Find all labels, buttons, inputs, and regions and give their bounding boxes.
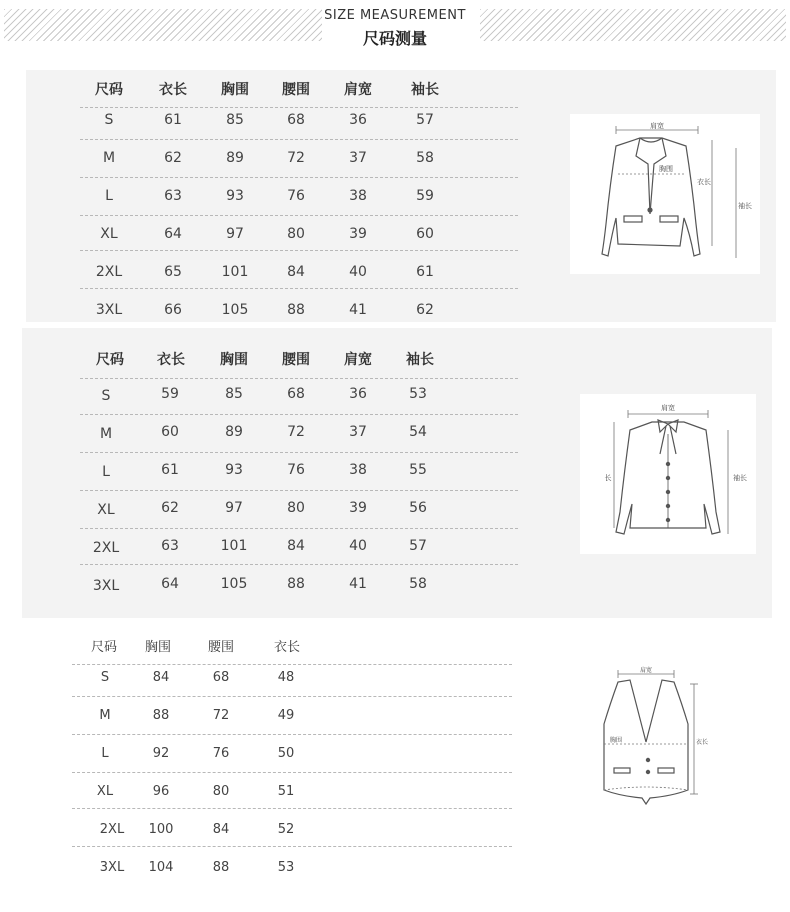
value-cell: 66 [164, 302, 182, 318]
row-divider [72, 734, 512, 735]
size-cell: M [99, 708, 111, 723]
value-cell: 76 [287, 462, 305, 478]
page-title-cn: 尺码测量 [362, 29, 427, 48]
value-cell: 85 [225, 386, 243, 402]
row-divider [72, 808, 512, 809]
value-cell: 40 [349, 538, 367, 554]
value-cell: 37 [349, 424, 367, 440]
jacket-size-panel [26, 70, 776, 322]
value-cell: 84 [287, 264, 305, 280]
jacket-length-label: 衣长 [697, 178, 711, 186]
value-cell: 49 [277, 708, 295, 723]
value-cell: 84 [287, 538, 305, 554]
size-cell: S [100, 670, 110, 685]
size-cell: M [102, 150, 116, 166]
value-cell: 60 [161, 424, 179, 440]
value-cell: 53 [277, 860, 295, 875]
value-cell: 96 [152, 784, 170, 799]
value-cell: 55 [409, 462, 427, 478]
size-cell: L [105, 188, 113, 204]
size-cell: XL [97, 502, 115, 518]
column-header: 胸围 [220, 352, 248, 368]
value-cell: 63 [164, 188, 182, 204]
value-cell: 59 [416, 188, 434, 204]
value-cell: 48 [277, 670, 295, 685]
value-cell: 72 [287, 150, 305, 166]
column-header: 腰围 [282, 82, 310, 98]
column-header: 衣长 [159, 82, 187, 98]
value-cell: 92 [152, 746, 170, 761]
vest-size-panel [0, 624, 790, 912]
row-divider [80, 564, 518, 565]
row-divider [72, 664, 512, 665]
vest-chest-label: 胸围 [609, 737, 623, 744]
row-divider [80, 414, 518, 415]
value-cell: 41 [349, 576, 367, 592]
shirt-length-label: 长 [604, 474, 612, 482]
value-cell: 60 [416, 226, 434, 242]
size-cell: L [102, 464, 110, 480]
value-cell: 88 [287, 302, 305, 318]
column-header: 胸围 [144, 640, 171, 655]
value-cell: 50 [277, 746, 295, 761]
value-cell: 39 [349, 226, 367, 242]
vest-illustration [590, 664, 720, 814]
value-cell: 76 [212, 746, 230, 761]
row-divider [80, 378, 518, 379]
value-cell: 68 [212, 670, 230, 685]
row-divider [80, 490, 518, 491]
value-cell: 56 [409, 500, 427, 516]
row-divider [80, 177, 518, 178]
size-cell: XL [96, 784, 114, 799]
shirt-sleeve-label: 袖长 [733, 474, 747, 482]
row-divider [80, 250, 518, 251]
shirt-size-panel [22, 328, 772, 618]
column-header: 胸围 [221, 82, 249, 98]
value-cell: 88 [287, 576, 305, 592]
value-cell: 93 [226, 188, 244, 204]
value-cell: 85 [226, 112, 244, 128]
value-cell: 76 [287, 188, 305, 204]
jacket-chest-label: 胸围 [659, 165, 673, 173]
row-divider [72, 846, 512, 847]
value-cell: 40 [349, 264, 367, 280]
value-cell: 64 [161, 576, 179, 592]
value-cell: 105 [221, 302, 249, 318]
row-divider [72, 772, 512, 773]
size-cell: 3XL [99, 860, 125, 875]
blouse-illustration [580, 394, 756, 554]
value-cell: 88 [152, 708, 170, 723]
value-cell: 39 [349, 500, 367, 516]
value-cell: 101 [220, 538, 248, 554]
value-cell: 84 [212, 822, 230, 837]
value-cell: 61 [164, 112, 182, 128]
size-cell: 3XL [92, 578, 120, 594]
value-cell: 58 [416, 150, 434, 166]
value-cell: 57 [409, 538, 427, 554]
value-cell: 58 [409, 576, 427, 592]
column-header: 衣长 [157, 352, 185, 368]
value-cell: 61 [161, 462, 179, 478]
value-cell: 84 [152, 670, 170, 685]
value-cell: 54 [409, 424, 427, 440]
column-header: 腰围 [207, 640, 234, 655]
value-cell: 62 [416, 302, 434, 318]
column-header: 肩宽 [344, 352, 372, 368]
jacket-illustration [570, 114, 760, 274]
size-cell: S [101, 388, 111, 404]
value-cell: 72 [212, 708, 230, 723]
row-divider [72, 696, 512, 697]
value-cell: 65 [164, 264, 182, 280]
row-divider [80, 288, 518, 289]
value-cell: 57 [416, 112, 434, 128]
size-cell: 2XL [95, 264, 123, 280]
value-cell: 105 [220, 576, 248, 592]
column-header: 尺码 [90, 640, 117, 655]
value-cell: 97 [225, 500, 243, 516]
value-cell: 97 [226, 226, 244, 242]
value-cell: 36 [349, 112, 367, 128]
column-header: 腰围 [282, 352, 310, 368]
value-cell: 89 [226, 150, 244, 166]
vest-shoulder-label: 肩宽 [639, 667, 653, 674]
value-cell: 68 [287, 386, 305, 402]
shirt-shoulder-label: 肩宽 [661, 404, 675, 412]
value-cell: 41 [349, 302, 367, 318]
column-header: 衣长 [273, 640, 300, 655]
value-cell: 53 [409, 386, 427, 402]
value-cell: 63 [161, 538, 179, 554]
value-cell: 80 [212, 784, 230, 799]
size-cell: M [99, 426, 113, 442]
value-cell: 80 [287, 226, 305, 242]
value-cell: 61 [416, 264, 434, 280]
vest-length-label: 衣长 [695, 739, 709, 746]
value-cell: 88 [212, 860, 230, 875]
value-cell: 59 [161, 386, 179, 402]
row-divider [80, 452, 518, 453]
row-divider [80, 528, 518, 529]
size-cell: 3XL [95, 302, 123, 318]
value-cell: 36 [349, 386, 367, 402]
jacket-shoulder-label: 肩宽 [650, 122, 664, 130]
value-cell: 38 [349, 188, 367, 204]
value-cell: 100 [148, 822, 174, 837]
value-cell: 62 [164, 150, 182, 166]
value-cell: 38 [349, 462, 367, 478]
page-title-en: SIZE MEASUREMENT [324, 8, 466, 23]
column-header: 尺码 [96, 352, 124, 368]
size-cell: L [101, 746, 109, 761]
column-header: 尺码 [95, 82, 123, 98]
size-cell: S [104, 112, 114, 128]
value-cell: 62 [161, 500, 179, 516]
row-divider [80, 139, 518, 140]
column-header: 肩宽 [344, 82, 372, 98]
size-cell: 2XL [99, 822, 125, 837]
row-divider [80, 215, 518, 216]
value-cell: 80 [287, 500, 305, 516]
row-divider [80, 107, 518, 108]
value-cell: 68 [287, 112, 305, 128]
column-header: 袖长 [411, 82, 439, 98]
value-cell: 64 [164, 226, 182, 242]
jacket-sleeve-label: 袖长 [738, 202, 752, 210]
value-cell: 51 [277, 784, 295, 799]
column-header: 袖长 [406, 352, 434, 368]
value-cell: 52 [277, 822, 295, 837]
size-cell: XL [100, 226, 118, 242]
value-cell: 93 [225, 462, 243, 478]
value-cell: 89 [225, 424, 243, 440]
value-cell: 37 [349, 150, 367, 166]
value-cell: 72 [287, 424, 305, 440]
size-cell: 2XL [92, 540, 120, 556]
value-cell: 101 [221, 264, 249, 280]
value-cell: 104 [148, 860, 174, 875]
